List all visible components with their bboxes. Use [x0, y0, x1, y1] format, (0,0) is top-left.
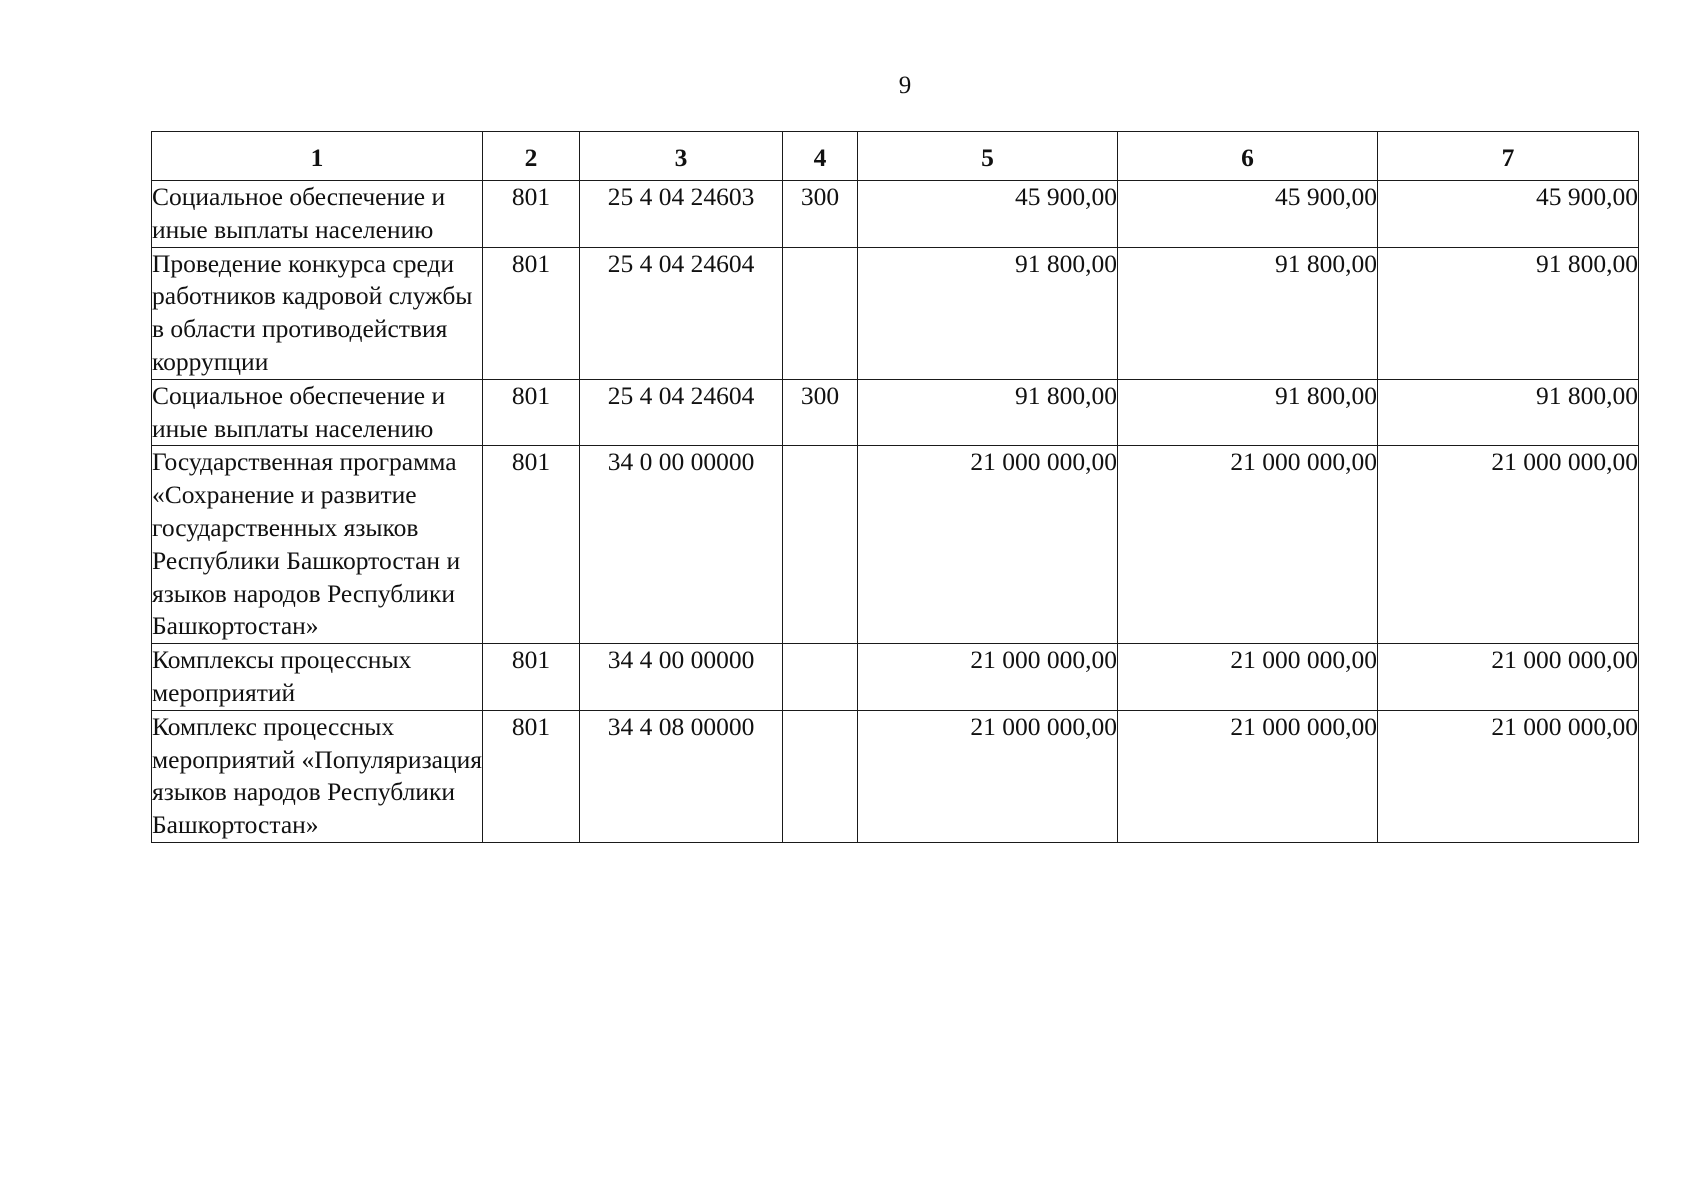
column-header-4: 4	[783, 132, 858, 181]
row-name-cell: Социальное обеспечение и иные выплаты населению	[152, 379, 483, 446]
amount-cell-col5: 21 000 000,00	[858, 644, 1118, 711]
column-header-3: 3	[580, 132, 783, 181]
table-row	[152, 644, 1639, 711]
amount-cell-col5: 91 800,00	[858, 247, 1118, 379]
column-header-7: 7	[1378, 132, 1639, 181]
target-article-cell: 25 4 04 24604	[580, 247, 783, 379]
amount-cell-col7: 21 000 000,00	[1378, 446, 1639, 644]
amount-cell-col7: 45 900,00	[1378, 181, 1639, 248]
table-row	[152, 446, 1639, 644]
amount-cell-col6: 91 800,00	[1118, 247, 1378, 379]
amount-cell-col5: 21 000 000,00	[858, 710, 1118, 842]
amount-cell-col6: 21 000 000,00	[1118, 644, 1378, 711]
amount-cell-col6: 91 800,00	[1118, 379, 1378, 446]
amount-cell-col5: 21 000 000,00	[858, 446, 1118, 644]
amount-cell-col7: 21 000 000,00	[1378, 710, 1639, 842]
row-name-cell: Проведение конкурса среди работников кадровой службы в области противодействия коррупции	[152, 247, 483, 379]
table-row	[152, 379, 1639, 446]
column-header-6: 6	[1118, 132, 1378, 181]
target-article-cell: 34 0 00 00000	[580, 446, 783, 644]
row-name-cell: Государственная программа «Сохранение и развитие государственных языков Республики Башкортостан и языков народов Республики Башкортостан»	[152, 446, 483, 644]
amount-cell-col6: 21 000 000,00	[1118, 446, 1378, 644]
table-row	[152, 247, 1639, 379]
header-row	[152, 132, 1639, 181]
ministry-code-cell: 801	[483, 710, 580, 842]
amount-cell-col5: 91 800,00	[858, 379, 1118, 446]
row-name-cell: Комплексы процессных мероприятий	[152, 644, 483, 711]
target-article-cell: 25 4 04 24603	[580, 181, 783, 248]
expense-type-cell	[783, 644, 858, 711]
amount-cell-col6: 21 000 000,00	[1118, 710, 1378, 842]
column-header-1: 1	[152, 132, 483, 181]
amount-cell-col5: 45 900,00	[858, 181, 1118, 248]
ministry-code-cell: 801	[483, 247, 580, 379]
target-article-cell: 25 4 04 24604	[580, 379, 783, 446]
expense-type-cell	[783, 710, 858, 842]
page-number: 9	[898, 72, 912, 99]
amount-cell-col7: 91 800,00	[1378, 379, 1639, 446]
expense-type-cell: 300	[783, 181, 858, 248]
budget-table	[151, 131, 1639, 843]
column-header-5: 5	[858, 132, 1118, 181]
ministry-code-cell: 801	[483, 446, 580, 644]
amount-cell-col6: 45 900,00	[1118, 181, 1378, 248]
table-row	[152, 710, 1639, 842]
row-name-cell: Социальное обеспечение и иные выплаты населению	[152, 181, 483, 248]
amount-cell-col7: 91 800,00	[1378, 247, 1639, 379]
expense-type-cell	[783, 247, 858, 379]
amount-cell-col7: 21 000 000,00	[1378, 644, 1639, 711]
ministry-code-cell: 801	[483, 379, 580, 446]
table-row	[152, 181, 1639, 248]
column-header-2: 2	[483, 132, 580, 181]
target-article-cell: 34 4 08 00000	[580, 710, 783, 842]
ministry-code-cell: 801	[483, 644, 580, 711]
row-name-cell: Комплекс процессных мероприятий «Популяризация языков народов Республики Башкортостан»	[152, 710, 483, 842]
expense-type-cell: 300	[783, 379, 858, 446]
target-article-cell: 34 4 00 00000	[580, 644, 783, 711]
expense-type-cell	[783, 446, 858, 644]
ministry-code-cell: 801	[483, 181, 580, 248]
